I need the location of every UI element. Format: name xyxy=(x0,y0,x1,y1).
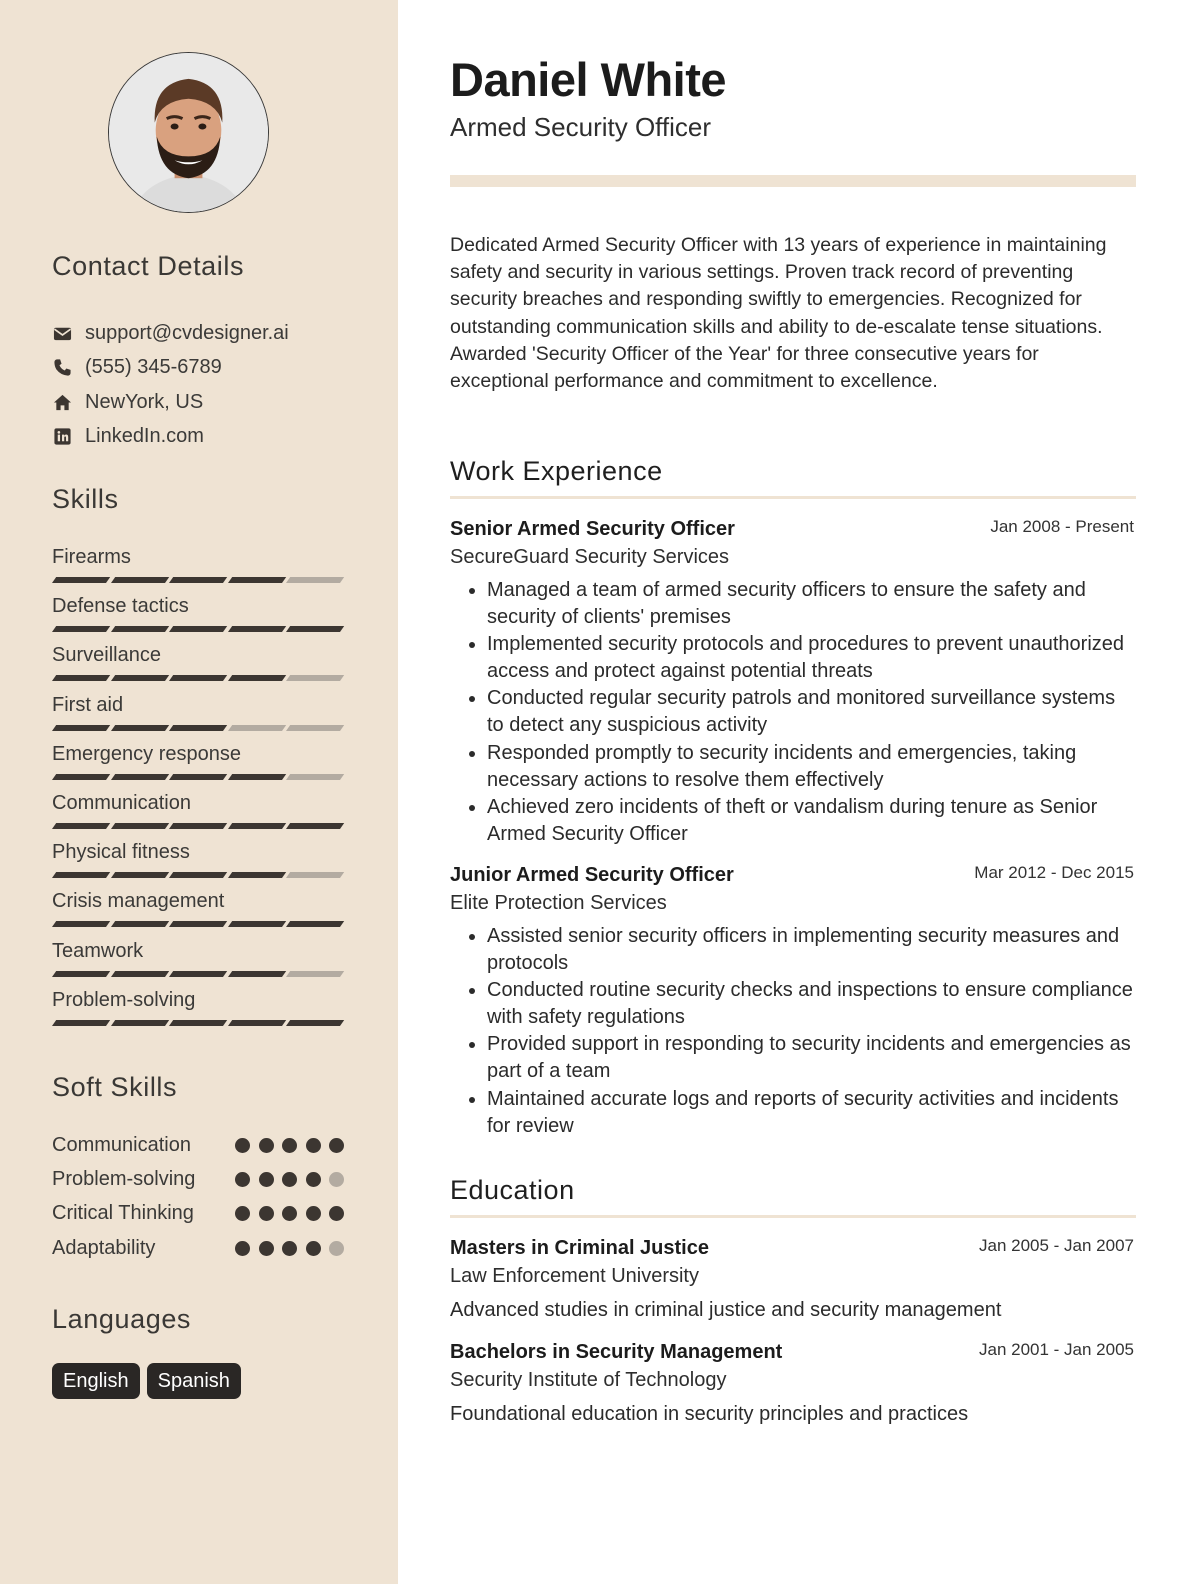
education-entry xyxy=(450,1338,1136,1428)
soft-skill-rating xyxy=(227,1206,344,1221)
skill-level-bar xyxy=(52,921,346,928)
soft-skills-list xyxy=(52,1128,346,1265)
education-degree: Masters in Criminal Justice xyxy=(450,1237,709,1259)
job-bullet: • Responded promptly to security incidents and emergencies, taking necessary actions to resolve them effectively xyxy=(487,740,1136,794)
skill-segment-filled xyxy=(52,577,110,583)
skill-item xyxy=(52,639,346,688)
skill-segment-filled xyxy=(169,823,227,829)
rating-dot-filled xyxy=(306,1241,321,1256)
skill-segment-empty xyxy=(286,577,344,583)
skill-name: Firearms xyxy=(52,546,131,568)
rating-dot-empty xyxy=(329,1241,344,1256)
education-school: Security Institute of Technology xyxy=(450,1369,727,1391)
job-entry xyxy=(450,861,1136,1140)
skill-segment-filled xyxy=(52,725,110,731)
skill-segment-empty xyxy=(286,872,344,878)
skill-segment-filled xyxy=(52,921,110,927)
skill-segment-filled xyxy=(286,823,344,829)
skill-level-bar xyxy=(52,823,346,830)
soft-skills-heading: Soft Skills xyxy=(52,1072,178,1102)
skill-segment-filled xyxy=(228,921,286,927)
skill-segment-filled xyxy=(169,774,227,780)
profile-photo xyxy=(108,52,269,213)
skill-level-bar xyxy=(52,1020,346,1027)
rating-dot-filled xyxy=(235,1206,250,1221)
skill-item xyxy=(52,984,346,1033)
skill-segment-empty xyxy=(228,725,286,731)
section-divider xyxy=(450,1215,1136,1218)
skill-item xyxy=(52,885,346,934)
skill-segment-filled xyxy=(286,921,344,927)
job-role: Senior Armed Security Officer xyxy=(450,518,735,540)
skill-name: Defense tactics xyxy=(52,595,189,618)
rating-dot-filled xyxy=(329,1138,344,1153)
skill-level-bar xyxy=(52,872,346,879)
skill-segment-filled xyxy=(169,725,227,731)
section-divider xyxy=(450,496,1136,499)
skill-level-bar xyxy=(52,725,346,732)
skill-item xyxy=(52,689,346,738)
soft-skill-name: Critical Thinking xyxy=(52,1202,194,1225)
education-entry xyxy=(450,1234,1136,1324)
skill-name: Problem-solving xyxy=(52,988,196,1011)
skill-segment-filled xyxy=(228,1020,286,1026)
rating-dot-filled xyxy=(306,1206,321,1221)
sidebar xyxy=(0,0,398,1584)
skill-segment-filled xyxy=(111,725,169,731)
contact-linkedin[interactable] xyxy=(52,420,352,455)
job-dates: Jan 2008 - Present xyxy=(990,517,1134,536)
rating-dot-filled xyxy=(282,1172,297,1187)
skill-name: Emergency response xyxy=(52,742,241,765)
profile-photo-illustration xyxy=(109,53,268,212)
job-bullet: • Conducted routine security checks and inspections to ensure compliance with safety regulations xyxy=(487,977,1136,1031)
skill-segment-filled xyxy=(111,577,169,583)
languages-list xyxy=(52,1363,248,1399)
rating-dot-empty xyxy=(329,1172,344,1187)
skill-segment-empty xyxy=(286,971,344,977)
job-bullet: • Assisted senior security officers in implementing security measures and protocols xyxy=(487,923,1136,977)
skill-name: Crisis management xyxy=(52,890,225,913)
contact-phone-text: (555) 345-6789 xyxy=(85,356,222,379)
skill-item xyxy=(52,541,346,590)
job-bullet: • Maintained accurate logs and reports of security activities and incidents for review xyxy=(487,1086,1136,1140)
rating-dot-filled xyxy=(259,1172,274,1187)
work-experience-heading: Work Experience xyxy=(450,456,663,486)
job-bullet: • Conducted regular security patrols and monitored surveillance systems to detect any suspicious activity xyxy=(487,685,1136,739)
skill-segment-filled xyxy=(111,971,169,977)
skill-segment-filled xyxy=(111,774,169,780)
skill-segment-filled xyxy=(169,971,227,977)
skill-level-bar xyxy=(52,577,346,584)
job-company: Elite Protection Services xyxy=(450,892,667,914)
job-company: SecureGuard Security Services xyxy=(450,546,730,568)
language-chip: Spanish xyxy=(147,1363,241,1399)
skill-name: Physical fitness xyxy=(52,841,190,864)
rating-dot-filled xyxy=(282,1206,297,1221)
skill-segment-filled xyxy=(52,971,110,977)
skill-segment-filled xyxy=(169,1020,227,1026)
contact-linkedin-text: LinkedIn.com xyxy=(85,425,204,448)
contact-phone[interactable] xyxy=(52,351,352,386)
skill-item xyxy=(52,935,346,984)
skill-level-bar xyxy=(52,675,346,682)
skill-name: First aid xyxy=(52,693,124,716)
contact-email[interactable] xyxy=(52,316,352,351)
contact-location xyxy=(52,385,352,420)
education-degree: Bachelors in Security Management xyxy=(450,1341,783,1363)
job-bullets xyxy=(450,577,1136,848)
skill-segment-filled xyxy=(228,971,286,977)
skill-segment-empty xyxy=(286,725,344,731)
job-bullet: • Managed a team of armed security officers to ensure the safety and security of clients' premises xyxy=(487,577,1136,631)
skill-segment-filled xyxy=(286,626,344,632)
linkedin-icon xyxy=(52,427,72,447)
rating-dot-filled xyxy=(306,1172,321,1187)
skill-segment-filled xyxy=(111,872,169,878)
soft-skill-name: Communication xyxy=(52,1133,191,1156)
skill-name: Surveillance xyxy=(52,644,161,667)
skill-segment-filled xyxy=(228,626,286,632)
contact-location-text: NewYork, US xyxy=(85,390,204,413)
soft-skill-rating xyxy=(227,1138,344,1153)
rating-dot-filled xyxy=(282,1241,297,1256)
skill-name: Teamwork xyxy=(52,939,144,962)
soft-skill-rating xyxy=(227,1241,344,1256)
profile-summary: Dedicated Armed Security Officer with 13 years of experience in maintaining safety and security in various settings. Proven track record of preventing security breaches and responding swiftly to emergencies. Recognized for outstanding communication skills and ability to de-escalate tense situations. Awarded 'Security Officer of the Year' for three consecutive years for exceptional performance and commitment to excellence. xyxy=(450,234,1107,393)
skill-item xyxy=(52,590,346,639)
skill-segment-empty xyxy=(286,774,344,780)
skills-list xyxy=(52,541,346,1033)
education-description: Foundational education in security principles and practices xyxy=(450,1403,969,1425)
education-school: Law Enforcement University xyxy=(450,1265,699,1287)
soft-skill-item xyxy=(52,1231,346,1265)
job-entry xyxy=(450,515,1136,848)
soft-skill-item xyxy=(52,1128,346,1162)
job-bullet: • Implemented security protocols and procedures to prevent unauthorized access and protect against potential threats xyxy=(487,631,1136,685)
rating-dot-filled xyxy=(282,1138,297,1153)
skill-level-bar xyxy=(52,774,346,781)
job-bullets xyxy=(450,923,1136,1140)
skill-segment-empty xyxy=(286,675,344,681)
job-bullet: • Achieved zero incidents of theft or vandalism during tenure as Senior Armed Security Officer xyxy=(487,794,1136,848)
skill-segment-filled xyxy=(169,626,227,632)
skill-segment-filled xyxy=(169,577,227,583)
skill-segment-filled xyxy=(228,872,286,878)
job-role: Junior Armed Security Officer xyxy=(450,864,734,886)
envelope-icon xyxy=(52,323,72,343)
rating-dot-filled xyxy=(259,1206,274,1221)
skill-segment-filled xyxy=(228,774,286,780)
skill-segment-filled xyxy=(52,626,110,632)
skill-segment-filled xyxy=(111,823,169,829)
skill-segment-filled xyxy=(52,675,110,681)
skill-level-bar xyxy=(52,626,346,633)
skill-segment-filled xyxy=(52,1020,110,1026)
skill-item xyxy=(52,836,346,885)
skill-segment-filled xyxy=(111,675,169,681)
home-icon xyxy=(52,392,72,412)
skill-segment-filled xyxy=(228,823,286,829)
soft-skill-item xyxy=(52,1197,346,1231)
phone-icon xyxy=(52,358,72,378)
rating-dot-filled xyxy=(306,1138,321,1153)
contact-email-text: support@cvdesigner.ai xyxy=(85,321,289,344)
skill-name: Communication xyxy=(52,791,191,814)
job-title: Armed Security Officer xyxy=(450,112,712,142)
skill-item xyxy=(52,787,346,836)
soft-skill-name: Adaptability xyxy=(52,1236,156,1259)
skill-segment-filled xyxy=(169,921,227,927)
soft-skill-rating xyxy=(227,1172,344,1187)
soft-skill-item xyxy=(52,1162,346,1196)
language-chip: English xyxy=(52,1363,140,1399)
education-description: Advanced studies in criminal justice and security management xyxy=(450,1299,1002,1321)
education-dates: Jan 2001 - Jan 2005 xyxy=(978,1340,1134,1359)
languages-heading: Languages xyxy=(52,1304,192,1334)
skill-segment-filled xyxy=(169,872,227,878)
rating-dot-filled xyxy=(259,1241,274,1256)
skill-segment-filled xyxy=(52,872,110,878)
rating-dot-filled xyxy=(329,1206,344,1221)
skill-item xyxy=(52,738,346,787)
skill-level-bar xyxy=(52,971,346,978)
skill-segment-filled xyxy=(52,823,110,829)
rating-dot-filled xyxy=(235,1241,250,1256)
skill-segment-filled xyxy=(111,921,169,927)
soft-skill-name: Problem-solving xyxy=(52,1167,196,1190)
job-dates: Mar 2012 - Dec 2015 xyxy=(974,863,1134,882)
skill-segment-filled xyxy=(286,1020,344,1026)
skill-segment-filled xyxy=(228,675,286,681)
header-divider xyxy=(450,175,1136,187)
rating-dot-filled xyxy=(235,1138,250,1153)
skill-segment-filled xyxy=(169,675,227,681)
rating-dot-filled xyxy=(259,1138,274,1153)
job-bullet: • Provided support in responding to security incidents and emergencies as part of a team xyxy=(487,1031,1136,1085)
rating-dot-filled xyxy=(235,1172,250,1187)
skill-segment-filled xyxy=(111,1020,169,1026)
contact-list xyxy=(52,316,352,454)
education-heading: Education xyxy=(450,1175,575,1205)
skill-segment-filled xyxy=(111,626,169,632)
skills-heading: Skills xyxy=(52,484,119,514)
candidate-name: Daniel White xyxy=(450,53,727,106)
skill-segment-filled xyxy=(228,577,286,583)
education-dates: Jan 2005 - Jan 2007 xyxy=(978,1236,1134,1255)
skill-segment-filled xyxy=(52,774,110,780)
contact-heading: Contact Details xyxy=(52,251,245,281)
